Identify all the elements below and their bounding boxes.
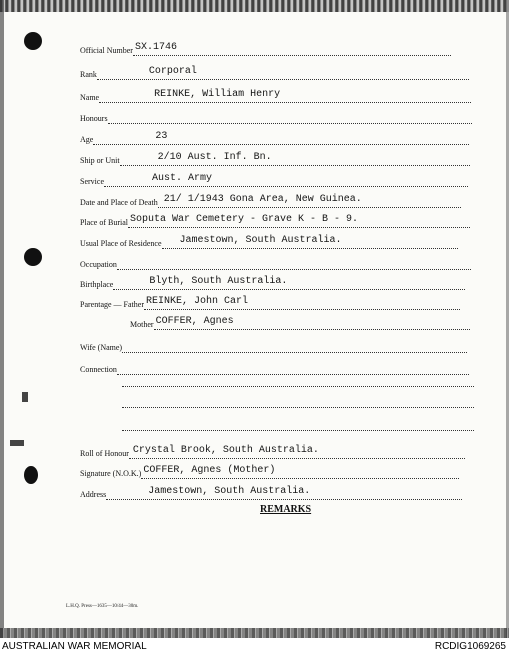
burial-label: Place of Burial xyxy=(80,218,128,227)
punch-hole-bottom xyxy=(24,466,38,484)
ship-unit-value: 2/10 Aust. Inf. Bn. xyxy=(157,152,272,163)
official-number-value: SX.1746 xyxy=(134,42,177,53)
father-row xyxy=(80,294,460,310)
scan-speck xyxy=(10,440,24,446)
connection-line xyxy=(117,359,469,375)
address-label: Address xyxy=(80,490,107,499)
connection-line-4 xyxy=(122,430,474,431)
archive-footer xyxy=(0,638,509,654)
name-value: REINKE, William Henry xyxy=(154,89,281,100)
scan-edge-top xyxy=(0,0,509,12)
ship-unit-row xyxy=(80,150,470,166)
death-line xyxy=(158,192,461,208)
scan-edge-left xyxy=(0,0,4,638)
wife-line xyxy=(122,337,467,353)
age-value: 23 xyxy=(155,131,168,142)
residence-row xyxy=(80,233,458,249)
father-label: Parentage — Father xyxy=(80,300,144,309)
address-line xyxy=(106,484,462,500)
connection-line-2 xyxy=(122,386,474,387)
name-row xyxy=(80,87,471,103)
birthplace-label: Birthplace xyxy=(80,280,114,289)
roll-of-honour-label: Roll of Honour xyxy=(80,449,129,458)
ship-unit-line xyxy=(120,150,470,166)
rank-label: Rank xyxy=(80,70,97,79)
wife-label: Wife (Name) xyxy=(80,343,123,352)
mother-row xyxy=(130,314,470,330)
death-row xyxy=(80,192,461,208)
honours-row xyxy=(80,108,472,124)
service-line xyxy=(104,171,468,187)
rank-line xyxy=(97,64,469,80)
connection-line-3 xyxy=(122,407,474,408)
press-note: L.H.Q. Press—1635—10/44—30m. xyxy=(66,604,139,609)
signature-label: Signature (N.O.K.) xyxy=(80,469,142,478)
scan-edge-bottom xyxy=(0,628,509,638)
mother-value: COFFER, Agnes xyxy=(155,316,234,327)
service-value: Aust. Army xyxy=(152,173,213,184)
roll-of-honour-row xyxy=(80,443,465,459)
punch-hole-top xyxy=(24,32,42,50)
father-line xyxy=(144,294,460,310)
honours-line xyxy=(108,108,472,124)
occupation-label: Occupation xyxy=(80,260,117,269)
residence-value: Jamestown, South Australia. xyxy=(179,235,342,246)
residence-label: Usual Place of Residence xyxy=(80,239,162,248)
birthplace-value: Blyth, South Australia. xyxy=(149,276,288,287)
footer-institution: AUSTRALIAN WAR MEMORIAL xyxy=(2,641,147,652)
official-number-row xyxy=(80,40,451,56)
connection-row xyxy=(80,359,469,375)
name-line xyxy=(99,87,471,103)
burial-value: Soputa War Cemetery - Grave K - B - 9. xyxy=(129,214,359,225)
wife-row xyxy=(80,337,467,353)
service-label: Service xyxy=(80,177,104,186)
occupation-line xyxy=(117,254,471,270)
address-row xyxy=(80,484,462,500)
rank-row xyxy=(80,64,469,80)
official-number-line xyxy=(133,40,451,56)
footer-record-id: RCDIG1069265 xyxy=(434,641,506,652)
mother-line xyxy=(154,314,470,330)
death-value: 21/ 1/1943 Gona Area, New Guinea. xyxy=(163,194,362,205)
service-row xyxy=(80,171,468,187)
punch-hole-middle xyxy=(24,248,42,266)
roll-of-honour-value: Crystal Brook, South Australia. xyxy=(132,445,319,456)
connection-label: Connection xyxy=(80,365,117,374)
official-number-label: Official Number xyxy=(80,46,133,55)
roll-of-honour-line xyxy=(129,443,465,459)
father-value: REINKE, John Carl xyxy=(145,296,249,307)
mother-label: Mother xyxy=(130,320,154,329)
occupation-row xyxy=(80,254,471,270)
remarks-heading: REMARKS xyxy=(260,504,312,515)
signature-line xyxy=(141,463,459,479)
scan-speck xyxy=(22,392,28,402)
signature-value: COFFER, Agnes (Mother) xyxy=(143,465,276,476)
signature-row xyxy=(80,463,459,479)
burial-line xyxy=(128,212,470,228)
honours-label: Honours xyxy=(80,114,108,123)
age-line xyxy=(93,129,469,145)
age-label: Age xyxy=(80,135,94,144)
rank-value: Corporal xyxy=(148,66,197,77)
birthplace-line xyxy=(113,274,465,290)
burial-row xyxy=(80,212,470,228)
birthplace-row xyxy=(80,274,465,290)
name-label: Name xyxy=(80,93,100,102)
address-value: Jamestown, South Australia. xyxy=(148,486,311,497)
ship-unit-label: Ship or Unit xyxy=(80,156,120,165)
death-label: Date and Place of Death xyxy=(80,198,158,207)
age-row xyxy=(80,129,469,145)
residence-line xyxy=(162,233,458,249)
